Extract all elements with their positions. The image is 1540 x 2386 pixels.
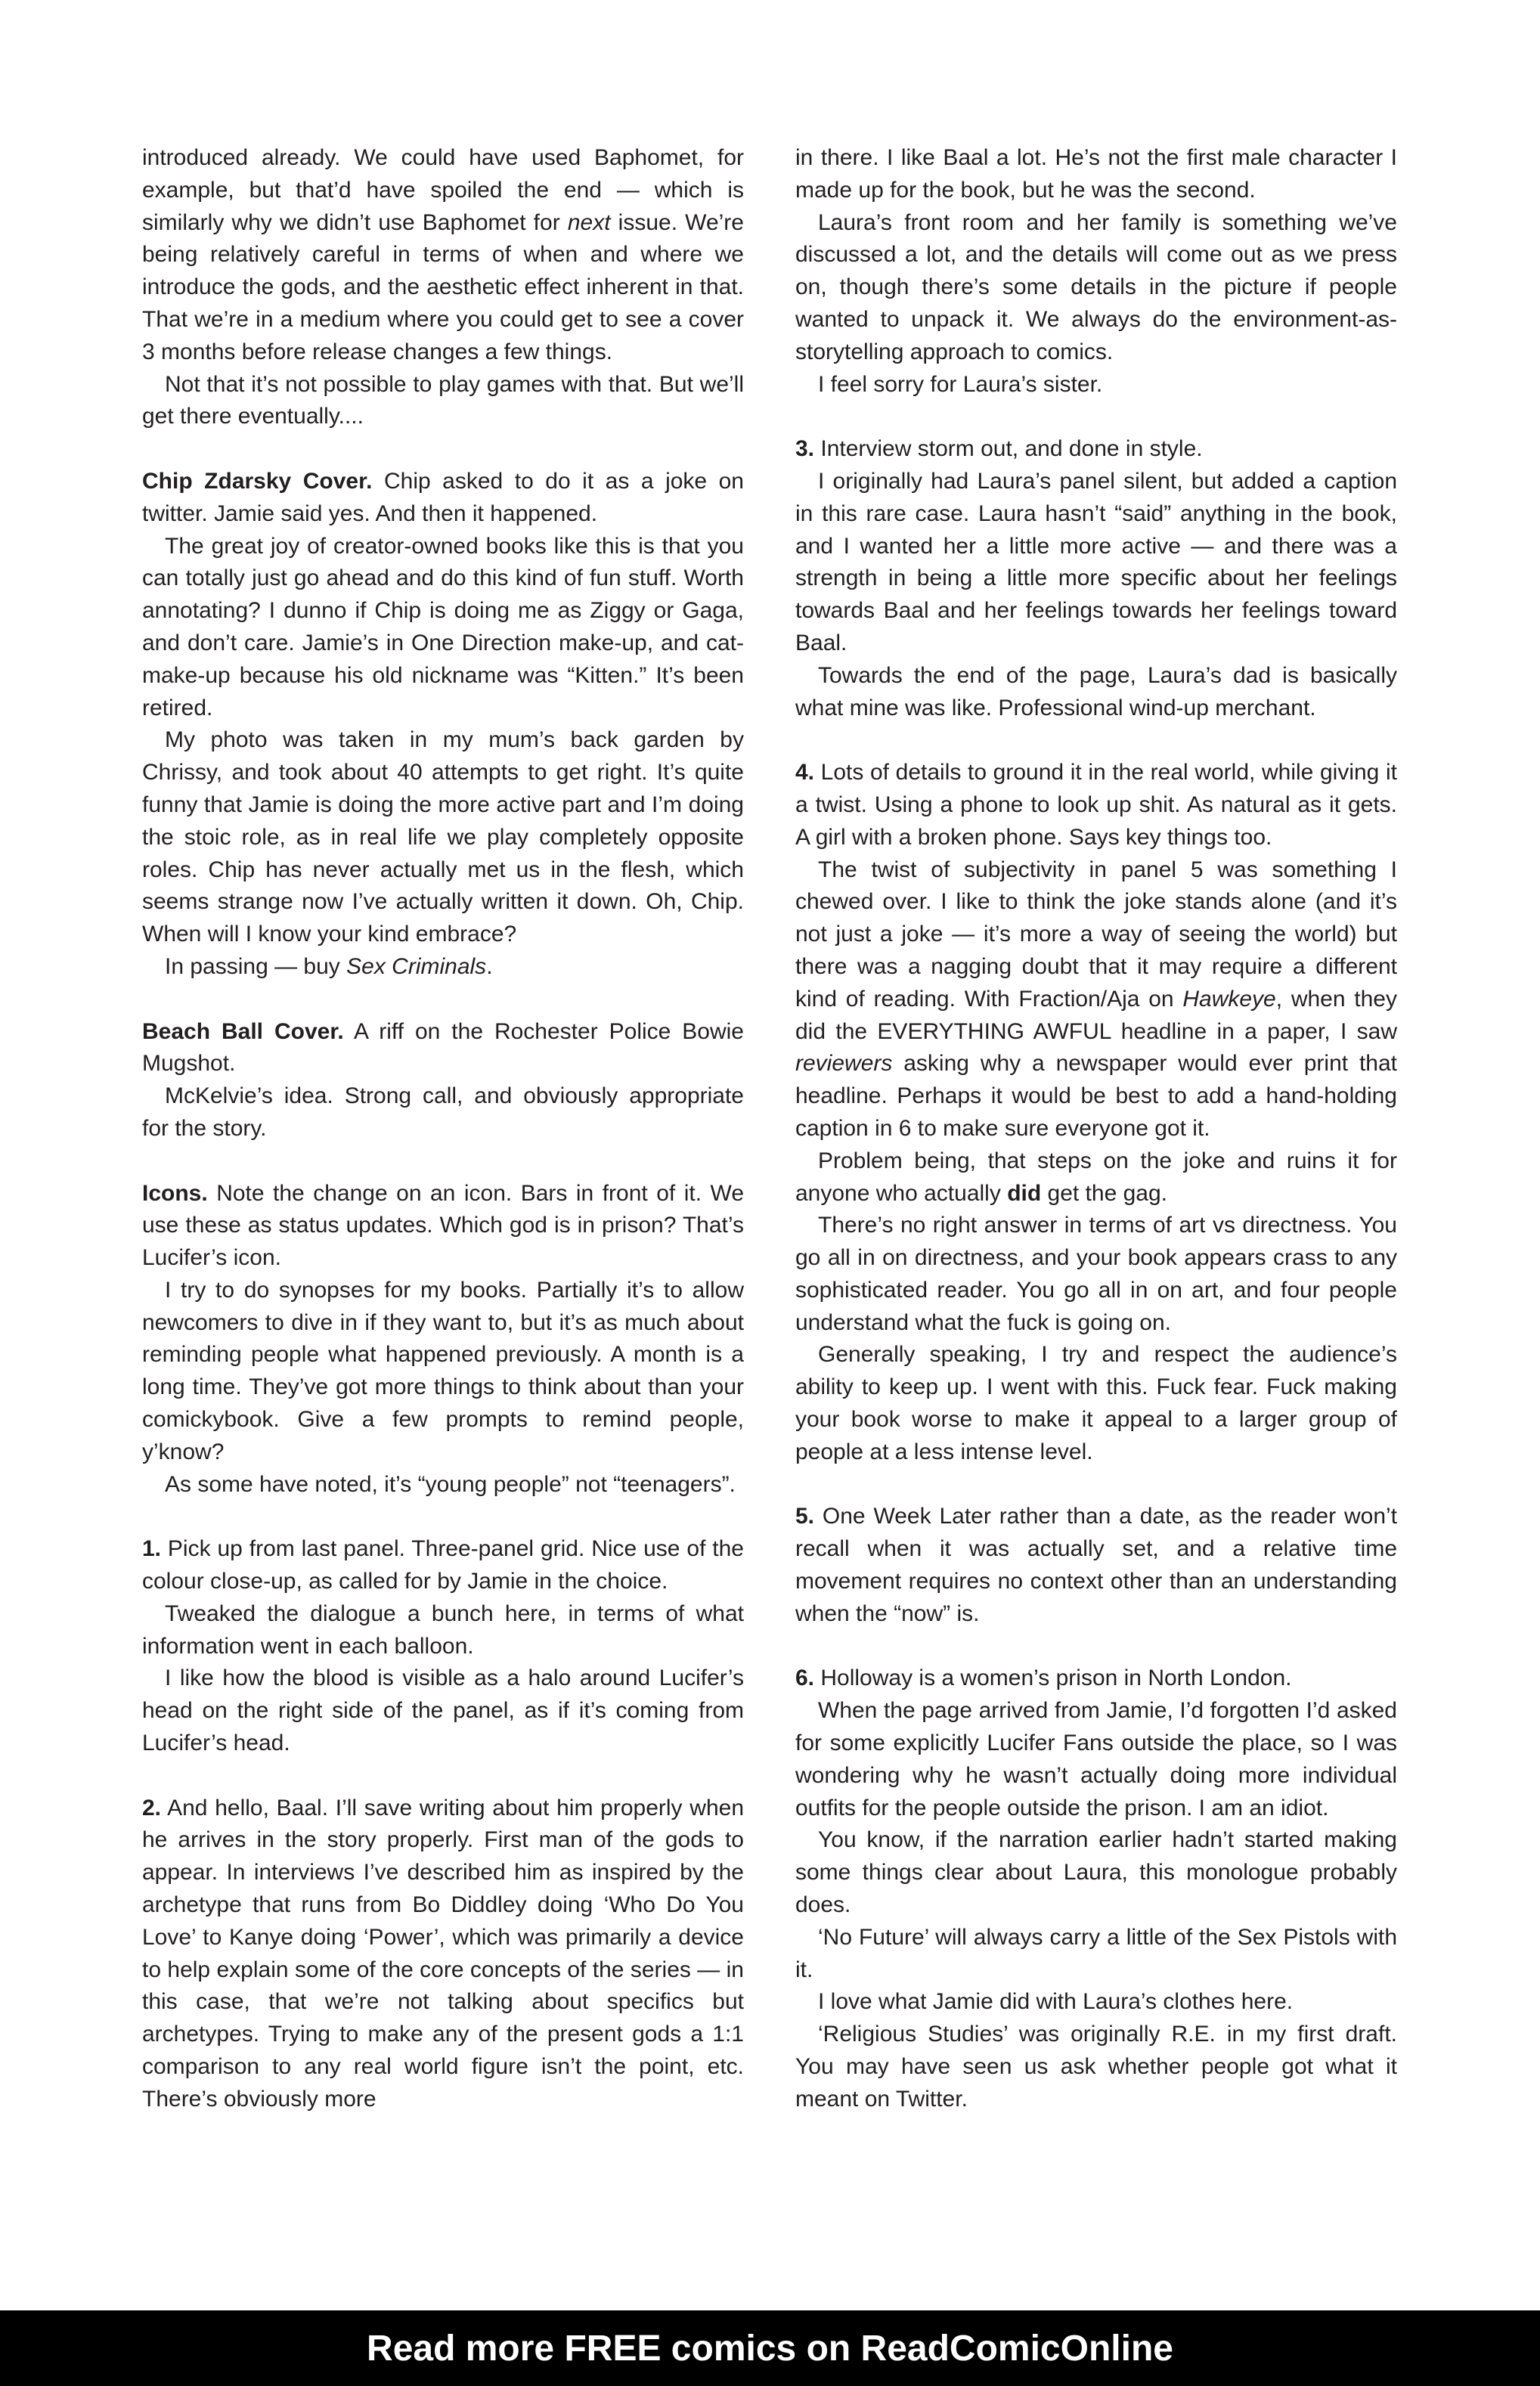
text-run: Tweaked the dialogue a bunch here, in terms of what information went in each balloon. <box>142 1600 744 1659</box>
bold-text: 1. <box>142 1536 162 1562</box>
paragraph <box>795 433 1397 466</box>
text-run: get the gag. <box>1041 1180 1167 1206</box>
paragraph <box>795 1922 1397 1987</box>
paragraph <box>142 1662 744 1759</box>
bold-text: 3. <box>795 436 815 462</box>
paragraph <box>142 1275 744 1469</box>
text-run: There’s no right answer in terms of art vs directness. You go all in on directness, and your book appears crass to any sophisticated reader. You go all in on art, and four people understand what the fuck is going on. <box>795 1213 1397 1335</box>
paragraph <box>142 1178 744 1275</box>
paragraph <box>142 1016 744 1081</box>
paragraph <box>795 1339 1397 1468</box>
text-run: ‘No Future’ will always carry a little of the Sex Pistols with it. <box>795 1924 1397 1982</box>
bold-text: 2. <box>142 1795 162 1820</box>
bold-text: did <box>1007 1180 1042 1206</box>
text-run: Problem being, that steps on the joke and ruins it for anyone who actually <box>795 1148 1397 1206</box>
text-run: Not that it’s not possible to play games with that. But we’ll get there eventually.... <box>142 371 744 429</box>
text-run: in there. I like Baal a lot. He’s not the first male character I made up for the book, but he was the second. <box>795 145 1397 203</box>
right-text-column <box>795 142 1397 2116</box>
paragraph <box>142 466 744 531</box>
paragraph <box>795 1145 1397 1210</box>
text-run: Chip asked to do it as a joke on twitter. Jamie said yes. And then it happened. <box>142 468 744 526</box>
text-run: Towards the end of the page, Laura’s dad is basically what mine was like. Professional wind-up merchant. <box>795 662 1397 720</box>
bold-text: Chip Zdarsky Cover. <box>142 468 373 494</box>
text-run: Note the change on an icon. Bars in front of it. We use these as status updates. Which god is in prison? That’s Lucifer’s icon. <box>142 1180 744 1271</box>
text-run: A riff on the Rochester Police Bowie Mugshot. <box>142 1018 744 1077</box>
text-run: Pick up from last panel. Three-panel grid. Nice use of the colour close-up, as called for by Jamie in the choice. <box>142 1536 744 1594</box>
paragraph <box>795 660 1397 725</box>
text-run: My photo was taken in my mum’s back garden by Chrissy, and took about 40 attempts to get right. It’s quite funny that Jamie is doing the more active part and I’m doing the stoic role, as in real life we play completely opposite roles. Chip has never actually met us in the flesh, which seems strange now I’ve actually written it down. Oh, Chip. When will I know your kind embrace? <box>142 727 744 947</box>
text-run: I originally had Laura’s panel silent, but added a caption in this rare case. Laura hasn’t “said” anything in the book, and I wanted her a little more active — and there was a strength in being a little more specific about her feelings towards Baal and her feelings towards her feelings toward Baal. <box>795 468 1397 655</box>
paragraph <box>795 1824 1397 1921</box>
text-run: And hello, Baal. I’ll save writing about him properly when he arrives in the story properly. First man of the gods to appear. In interviews I’ve described him as inspired by the archetype that runs from Bo Diddley doing ‘Who Do You Love’ to Kanye doing ‘Power’, which was primarily a device to help explain some of the core concepts of the series — in this case, that we’re not talking about specifics but archetypes. Trying to make any of the present gods a 1:1 comparison to any real world figure isn’t the point, etc. There’s obviously more <box>142 1795 744 2112</box>
paragraph <box>142 1533 744 1598</box>
paragraph <box>142 951 744 984</box>
text-run: I like how the blood is visible as a halo around Lucifer’s head on the right side of the panel, as if it’s coming from Lucifer’s head. <box>142 1666 744 1756</box>
paragraph <box>795 1695 1397 1824</box>
bold-text: 5. <box>795 1504 815 1529</box>
paragraph <box>795 207 1397 369</box>
text-run: The twist of subjectivity in panel 5 was something I chewed over. I like to think the joke stands alone (and it’s not just a joke — it’s more a way of seeing the world) but there was a nagging doubt that it may require a different kind of reading. With Fraction/Aja on <box>795 857 1397 1012</box>
paragraph <box>142 1598 744 1663</box>
italic-text: reviewers <box>795 1051 893 1077</box>
italic-text: Sex Criminals <box>346 953 487 979</box>
text-run: You know, if the narration earlier hadn’t started making some things clear about Laura, this monologue probably does. <box>795 1827 1397 1918</box>
paragraph <box>795 1210 1397 1339</box>
read-more-banner-link[interactable] <box>0 2310 1540 2386</box>
text-run: , when they did the EVERYTHING AWFUL headline in a paper, I saw <box>795 986 1397 1044</box>
text-run: The great joy of creator-owned books like this is that you can totally just go ahead and do this kind of fun stuff. Worth annotating? I dunno if Chip is doing me as Ziggy or Gaga, and don’t care. Jamie’s in One Direction make-up, and cat-make-up because his old nickname was “Kitten.” It’s been retired. <box>142 533 744 720</box>
text-run: I love what Jamie did with Laura’s clothes here. <box>818 1989 1294 2015</box>
text-run: Generally speaking, I try and respect the audience’s ability to keep up. I went with this. Fuck fear. Fuck making your book worse to make it appeal to a larger group of people at a less intense level. <box>795 1342 1397 1464</box>
paragraph <box>142 1469 744 1501</box>
left-text-column <box>142 142 744 2116</box>
paragraph <box>795 1501 1397 1630</box>
paragraph <box>795 1662 1397 1695</box>
text-run: ‘Religious Studies’ was originally R.E. in my first draft. You may have seen us ask whether people got what it meant on Twitter. <box>795 2022 1397 2112</box>
paragraph <box>795 369 1397 401</box>
paragraph <box>142 142 744 369</box>
bold-text: Icons. <box>142 1180 208 1206</box>
text-run: introduced already. We could have used Baphomet, for example, but that’d have spoiled the end — which is similarly why we didn’t use Baphomet for <box>142 145 744 235</box>
paragraph <box>795 1986 1397 2019</box>
text-run: Laura’s front room and her family is something we’ve discussed a lot, and the details will come out as we press on, though there’s some details in the picture if people wanted to unpack it. We always do the environment-as-storytelling approach to comics. <box>795 209 1397 364</box>
bold-text: 6. <box>795 1666 815 1691</box>
text-run: One Week Later rather than a date, as the reader won’t recall when it was actually set, and a relative time movement requires no context other than an understanding when the “now” is. <box>795 1504 1397 1626</box>
bold-text: 4. <box>795 760 815 786</box>
text-run: Interview storm out, and done in style. <box>814 436 1203 462</box>
paragraph <box>142 724 744 951</box>
text-run: In passing — buy <box>165 953 347 979</box>
paragraph <box>142 1793 744 2116</box>
paragraph <box>142 1080 744 1145</box>
text-run: McKelvie’s idea. Strong call, and obviously appropriate for the story. <box>142 1083 744 1141</box>
text-run: . <box>486 953 493 979</box>
text-run: asking why a newspaper would ever print that headline. Perhaps it would be best to add a hand-holding caption in 6 to make sure everyone got it. <box>795 1051 1397 1141</box>
text-run: When the page arrived from Jamie, I’d forgotten I’d asked for some explicitly Lucifer Fans outside the place, so I was wondering why he wasn’t actually doing more individual outfits for the people outside the prison. I am an idiot. <box>795 1698 1397 1820</box>
banner-text: Read more FREE comics on ReadComicOnline <box>367 2328 1173 2369</box>
text-run: I try to do synopses for my books. Partially it’s to allow newcomers to dive in if they want to, but it’s as much about reminding people what happened previously. A month is a long time. They’ve got more things to think about than your comickybook. Give a few prompts to remind people, y’know? <box>142 1277 744 1464</box>
paragraph <box>795 142 1397 207</box>
italic-text: Hawkeye <box>1182 986 1276 1012</box>
paragraph <box>795 757 1397 854</box>
paragraph <box>142 369 744 434</box>
paragraph <box>795 854 1397 1145</box>
text-run: Holloway is a women’s prison in North London. <box>814 1666 1292 1691</box>
italic-text: next <box>567 209 611 235</box>
paragraph <box>795 466 1397 660</box>
text-run: issue. We’re being relatively careful in terms of when and where we introduce the gods, and the aesthetic effect inherent in that. That we’re in a medium where you could get to see a cover 3 months before release changes a few things. <box>142 209 744 364</box>
text-run: As some have noted, it’s “young people” not “teenagers”. <box>165 1471 736 1497</box>
paragraph <box>142 531 744 725</box>
paragraph <box>795 2019 1397 2115</box>
text-run: Lots of details to ground it in the real world, while giving it a twist. Using a phone to look up shit. As natural as it gets. A girl with a broken phone. Says key things too. <box>795 760 1397 850</box>
bold-text: Beach Ball Cover. <box>142 1018 344 1044</box>
text-run: I feel sorry for Laura’s sister. <box>818 371 1103 397</box>
